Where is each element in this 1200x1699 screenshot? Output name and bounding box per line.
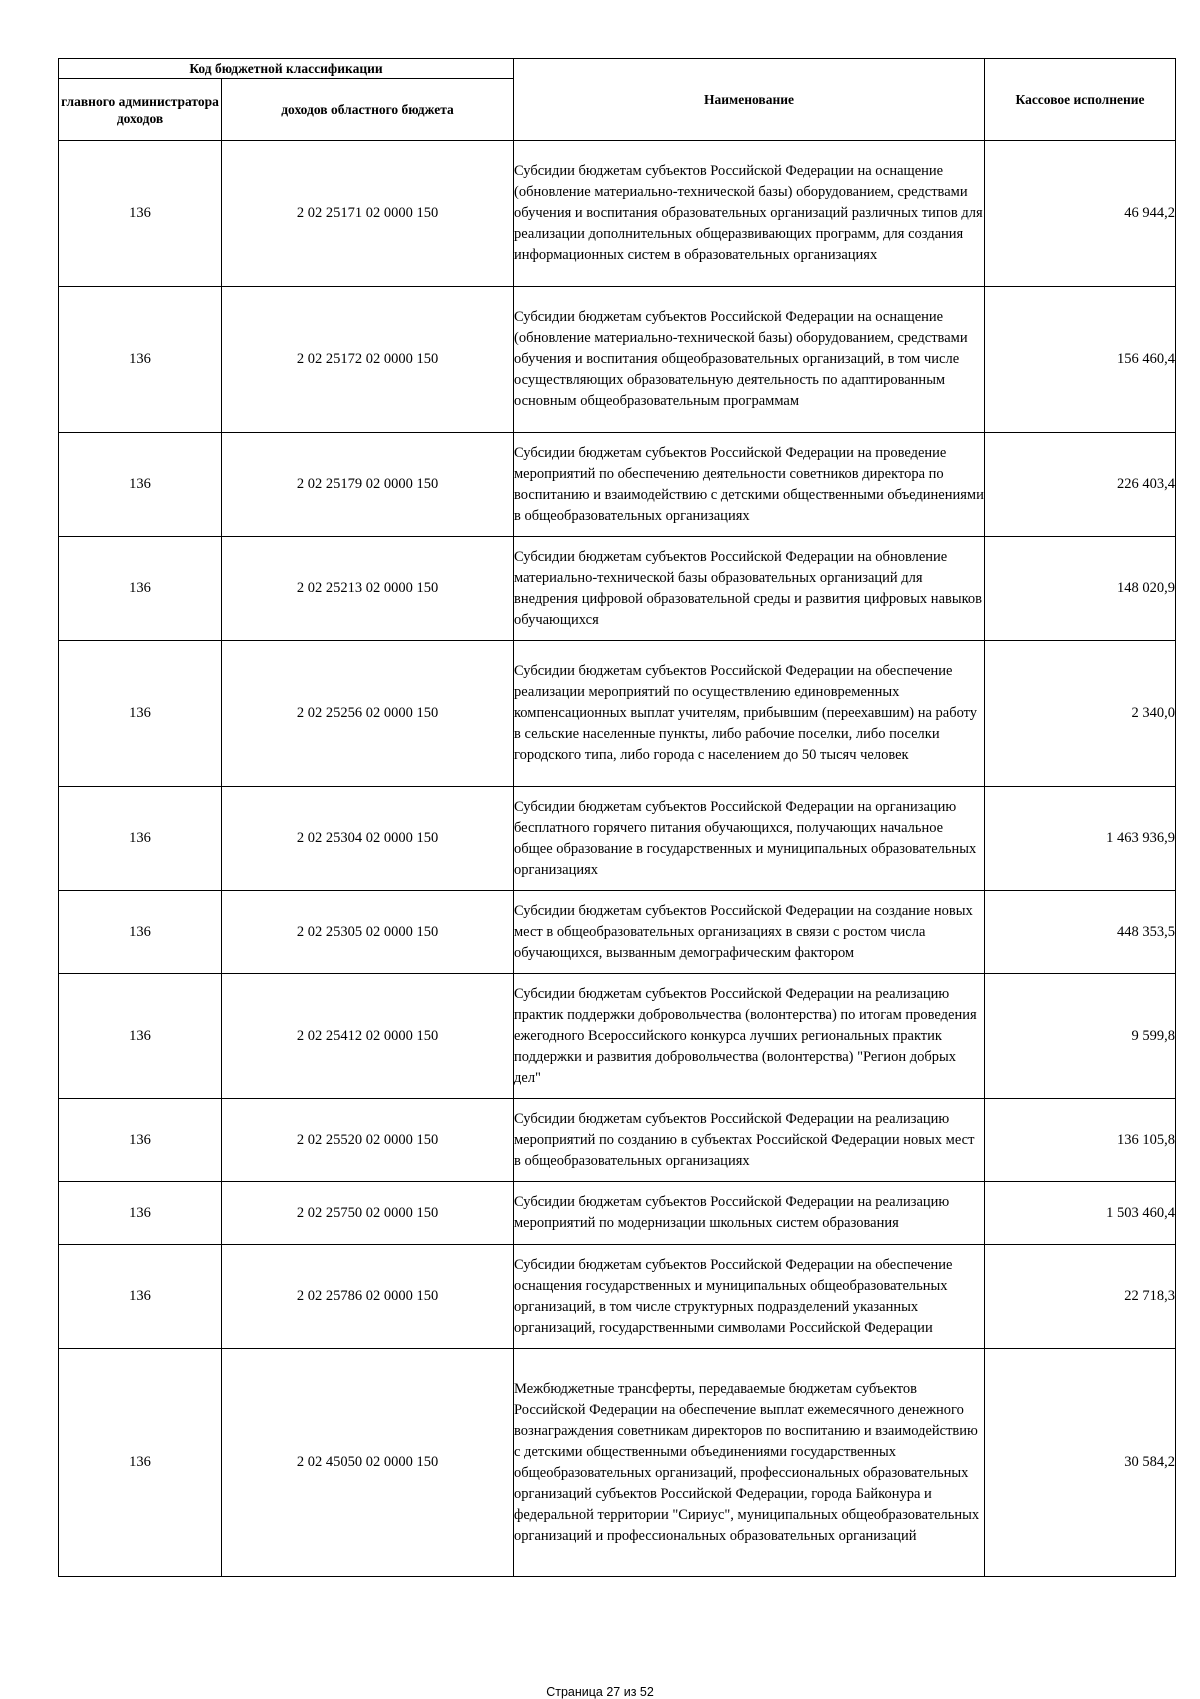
income-code-cell: 2 02 25305 02 0000 150	[222, 891, 514, 974]
income-code-cell: 2 02 25786 02 0000 150	[222, 1245, 514, 1349]
name-cell: Субсидии бюджетам субъектов Российской Федерации на создание новых мест в общеобразовательных организациях в связи с ростом числа обучающихся, вызванным демографическим фактором	[514, 891, 985, 974]
name-cell: Субсидии бюджетам субъектов Российской Федерации на обновление материально-технической базы образовательных организаций для внедрения цифровой образовательной среды и развития цифровых навыков обучающихся	[514, 537, 985, 641]
amount-cell: 148 020,9	[985, 537, 1176, 641]
table-row	[59, 1245, 1176, 1349]
amount-cell: 46 944,2	[985, 141, 1176, 287]
name-cell: Субсидии бюджетам субъектов Российской Федерации на оснащение (обновление материально-технической базы) оборудованием, средствами обучения и воспитания общеобразовательных организаций, в том числе осуществляющих образовательную деятельность по адаптированным основным общеобразовательным программам	[514, 287, 985, 433]
income-code-cell: 2 02 25213 02 0000 150	[222, 537, 514, 641]
table-row	[59, 787, 1176, 891]
admin-code-cell: 136	[59, 141, 222, 287]
table-row	[59, 1182, 1176, 1245]
name-cell: Межбюджетные трансферты, передаваемые бюджетам субъектов Российской Федерации на обеспечение выплат ежемесячного денежного вознаграждения советникам директоров по воспитанию и взаимодействию с детскими общественными объединениями государственных общеобразовательных организаций, профессиональных образовательных организаций субъектов Российской Федерации, города Байконура и федеральной территории "Сириус", муниципальных общеобразовательных организаций и профессиональных образовательных организаций	[514, 1349, 985, 1577]
table-row	[59, 974, 1176, 1099]
table-row	[59, 641, 1176, 787]
amount-cell: 1 503 460,4	[985, 1182, 1176, 1245]
name-cell: Субсидии бюджетам субъектов Российской Федерации на организацию бесплатного горячего питания обучающихся, получающих начальное общее образование в государственных и муниципальных образовательных организациях	[514, 787, 985, 891]
income-code-cell: 2 02 25304 02 0000 150	[222, 787, 514, 891]
header-budget-classification: Код бюджетной классификации	[59, 59, 514, 79]
name-cell: Субсидии бюджетам субъектов Российской Федерации на оснащение (обновление материально-технической базы) оборудованием, средствами обучения и воспитания образовательных организаций различных типов для реализации дополнительных общеразвивающих программ, для создания информационных систем в образовательных организациях	[514, 141, 985, 287]
amount-cell: 9 599,8	[985, 974, 1176, 1099]
income-code-cell: 2 02 25172 02 0000 150	[222, 287, 514, 433]
amount-cell: 30 584,2	[985, 1349, 1176, 1577]
name-cell: Субсидии бюджетам субъектов Российской Федерации на реализацию мероприятий по модернизации школьных систем образования	[514, 1182, 985, 1245]
amount-cell: 1 463 936,9	[985, 787, 1176, 891]
income-code-cell: 2 02 25520 02 0000 150	[222, 1099, 514, 1182]
amount-cell: 448 353,5	[985, 891, 1176, 974]
name-cell: Субсидии бюджетам субъектов Российской Федерации на реализацию практик поддержки добровольчества (волонтерства) по итогам проведения ежегодного Всероссийского конкурса лучших региональных практик поддержки и развития добровольчества (волонтерства) "Регион добрых дел"	[514, 974, 985, 1099]
header-code: доходов областного бюджета	[222, 79, 514, 141]
amount-cell: 226 403,4	[985, 433, 1176, 537]
income-code-cell: 2 02 25256 02 0000 150	[222, 641, 514, 787]
income-code-cell: 2 02 25412 02 0000 150	[222, 974, 514, 1099]
table-row	[59, 537, 1176, 641]
income-code-cell: 2 02 25171 02 0000 150	[222, 141, 514, 287]
table-row	[59, 141, 1176, 287]
admin-code-cell: 136	[59, 1245, 222, 1349]
table-row	[59, 433, 1176, 537]
admin-code-cell: 136	[59, 1349, 222, 1577]
budget-table	[58, 58, 1176, 1577]
amount-cell: 2 340,0	[985, 641, 1176, 787]
admin-code-cell: 136	[59, 641, 222, 787]
table-row	[59, 287, 1176, 433]
amount-cell: 136 105,8	[985, 1099, 1176, 1182]
amount-cell: 22 718,3	[985, 1245, 1176, 1349]
income-code-cell: 2 02 25750 02 0000 150	[222, 1182, 514, 1245]
admin-code-cell: 136	[59, 787, 222, 891]
table-row	[59, 891, 1176, 974]
income-code-cell: 2 02 45050 02 0000 150	[222, 1349, 514, 1577]
table-row	[59, 1349, 1176, 1577]
income-code-cell: 2 02 25179 02 0000 150	[222, 433, 514, 537]
amount-cell: 156 460,4	[985, 287, 1176, 433]
admin-code-cell: 136	[59, 891, 222, 974]
admin-code-cell: 136	[59, 974, 222, 1099]
admin-code-cell: 136	[59, 537, 222, 641]
name-cell: Субсидии бюджетам субъектов Российской Федерации на обеспечение реализации мероприятий по осуществлению единовременных компенсационных выплат учителям, прибывшим (переехавшим) на работу в сельские населенные пункты, либо рабочие поселки, либо поселки городского типа, либо города с населением до 50 тысяч человек	[514, 641, 985, 787]
page-number: Страница 27 из 52	[546, 1685, 654, 1699]
admin-code-cell: 136	[59, 287, 222, 433]
admin-code-cell: 136	[59, 1099, 222, 1182]
name-cell: Субсидии бюджетам субъектов Российской Федерации на проведение мероприятий по обеспечению деятельности советников директора по воспитанию и взаимодействию с детскими общественными объединениями в общеобразовательных организациях	[514, 433, 985, 537]
admin-code-cell: 136	[59, 1182, 222, 1245]
name-cell: Субсидии бюджетам субъектов Российской Федерации на реализацию мероприятий по созданию в субъектах Российской Федерации новых мест в общеобразовательных организациях	[514, 1099, 985, 1182]
table-body	[59, 141, 1176, 1577]
header-name: Наименование	[514, 59, 985, 141]
header-admin: главного администратора доходов	[59, 79, 222, 141]
admin-code-cell: 136	[59, 433, 222, 537]
header-amount: Кассовое исполнение	[985, 59, 1176, 141]
table-row	[59, 1099, 1176, 1182]
name-cell: Субсидии бюджетам субъектов Российской Федерации на обеспечение оснащения государственных и муниципальных общеобразовательных организаций, в том числе структурных подразделений указанных организаций, государственными символами Российской Федерации	[514, 1245, 985, 1349]
